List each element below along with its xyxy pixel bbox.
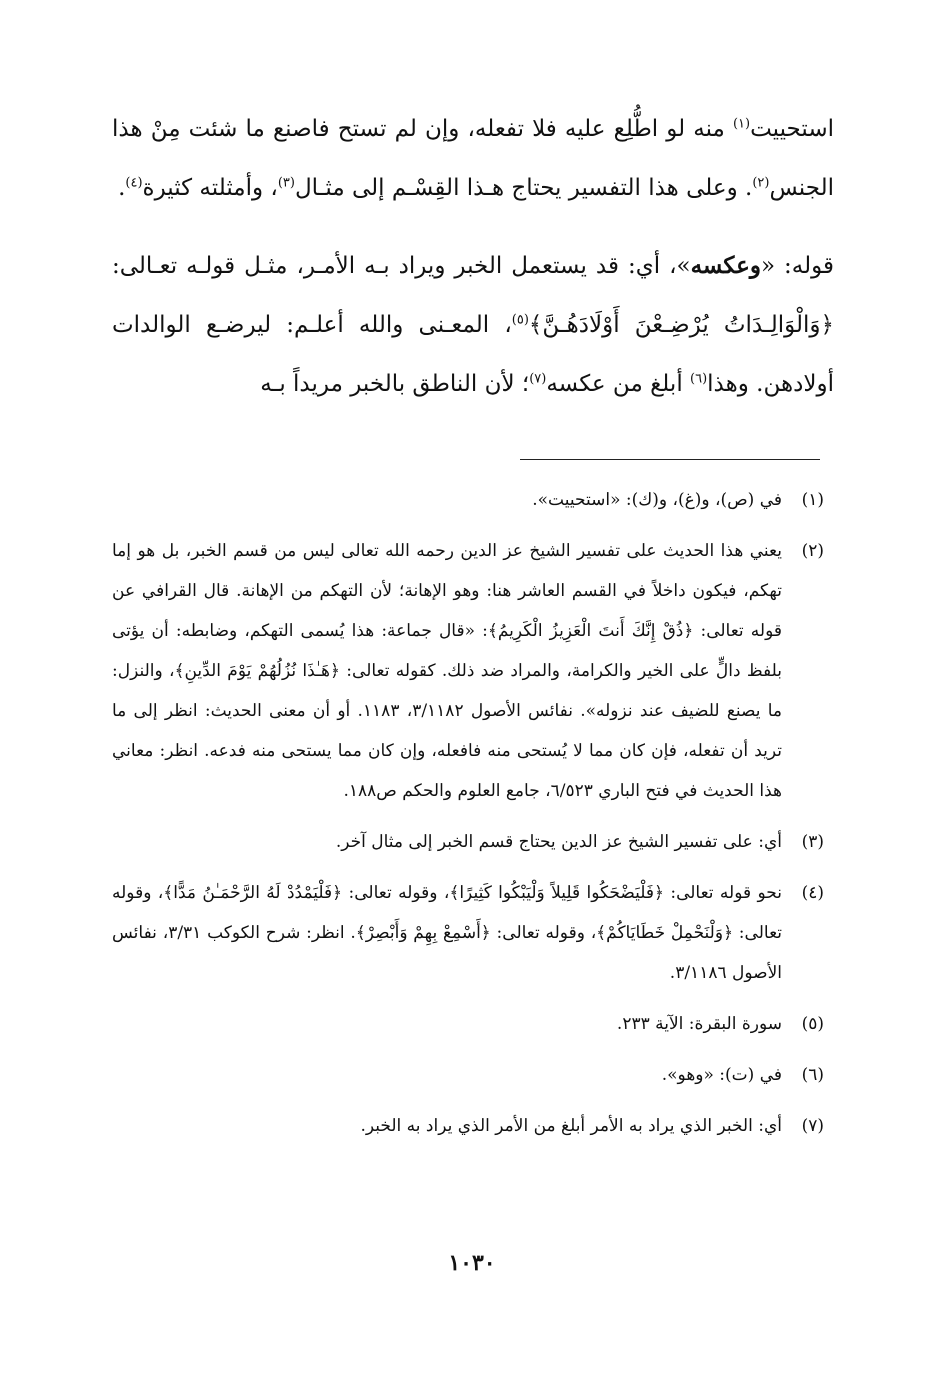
body-text-run: »، أي: قد يستعمل الخبر ويراد بـه الأمـر، مثـل قولـه تعـالى: ﴿وَالْوَالِـدَاتُ يُرْضِـعْنَ أَوْلَادَهُـنَّ﴾ <box>112 253 834 338</box>
footnote-6 <box>112 1055 824 1095</box>
footnote-number: (٣) <box>801 832 824 852</box>
footnote-number: (٢) <box>801 541 824 561</box>
footnote-5 <box>112 1004 824 1044</box>
footnote-separator <box>520 459 820 460</box>
main-text <box>112 100 834 414</box>
footnote-1 <box>112 480 824 520</box>
footnote-2 <box>112 531 824 811</box>
footnote-text: في (ص)، و(غ)، و(ك): «استحييت». <box>532 490 782 510</box>
footnote-ref-7: (٧) <box>529 371 547 387</box>
footnote-text: نحو قوله تعالى: ﴿فَلْيَضْحَكُوا قَلِيلاً وَلْيَبْكُوا كَثِيرًا﴾، وقوله تعالى: ﴿فَلْيَمْدُدْ لَهُ الرَّحْمَـٰنُ مَدًّا﴾، وقوله تعالى: ﴿وَلْنَحْمِلْ خَطَايَاكُمْ﴾، وقوله تعالى: ﴿أَسْمِعْ بِهِمْ وَأَبْصِرْ﴾. انظر: شرح الكوكب ٣/٣١، نفائس الأصول ٣/١١٨٦. <box>112 883 782 983</box>
body-text-run: . وعلى هذا التفسير يحتاج هـذا القِسْـم إلى مثـال <box>294 175 753 201</box>
footnote-text: يعني هذا الحديث على تفسير الشيخ عز الدين رحمه الله تعالى ليس من قسم الخبر، بل هو إما تهكم، فيكون داخلاً في القسم العاشر هنا: وهو الإهانة؛ لأن التهكم من الإهانة. قال القرافي عن قوله تعالى: ﴿ذُقْ إِنَّكَ أَنتَ الْعَزِيزُ الْكَرِيمُ﴾: «قال جماعة: هذا يُسمى التهكم، وضابطه: أن يؤتى بلفظ دالٍّ على الخير والكرامة، والمراد ضد ذلك. كقوله تعالى: ﴿هَـٰذَا نُزُلُهُمْ يَوْمَ الدِّينِ﴾، والنزل: ما يصنع للضيف عند نزوله». نفائس الأصول ٣/١١٨٢، ١١٨٣. أو أن معنى الحديث: انظر إلى ما تريد أن تفعله، فإن كان مما لا يُستحى منه فافعله، وإن كان مما يستحى منه فدعه. انظر: معاني هذا الحديث في فتح الباري ٦/٥٢٣، جامع العلوم والحكم ص١٨٨. <box>112 541 782 801</box>
body-paragraph-1 <box>112 100 834 218</box>
footnote-4 <box>112 873 824 993</box>
footnote-text: أي: على تفسير الشيخ عز الدين يحتاج قسم الخبر إلى مثال آخر. <box>335 832 782 852</box>
footnote-7 <box>112 1106 824 1146</box>
body-text-run: قوله: « <box>760 253 834 279</box>
footnote-text: في (ت): «وهو». <box>661 1065 782 1085</box>
body-text-run: استحييت <box>750 116 834 142</box>
footnote-number: (٧) <box>801 1116 824 1136</box>
body-text-run: أبلغ من عكسه <box>546 371 691 397</box>
footnotes-section <box>112 480 824 1157</box>
footnote-text: سورة البقرة: الآية ٢٣٣. <box>616 1014 782 1034</box>
footnote-ref-1: (١) <box>732 116 751 132</box>
quoted-term: وعكسه <box>690 252 761 279</box>
footnote-3 <box>112 822 824 862</box>
footnote-ref-2: (٢) <box>752 175 770 191</box>
footnote-ref-5: (٥) <box>511 312 529 328</box>
footnote-number: (١) <box>801 490 824 510</box>
body-text-run: . <box>118 175 126 201</box>
footnote-number: (٥) <box>801 1014 824 1034</box>
body-text-run: منه لو اطُّلِع عليه فلا تفعله، وإن لم تستح فاصنع ما شئت مِنْ هذا الجنس <box>112 116 834 201</box>
body-paragraph-2 <box>112 236 834 414</box>
body-text-run: ، المعـنى والله أعلـم: ليرضـع الوالدات أولادهن. وهذا <box>112 312 834 397</box>
page-number: ١٠٣٠ <box>448 1250 496 1276</box>
footnote-number: (٤) <box>801 883 824 903</box>
body-text-run: ؛ لأن الناطق بالخبر مريداً بـه <box>260 371 530 397</box>
footnote-text: أي: الخبر الذي يراد به الأمر أبلغ من الأمر الذي يراد به الخبر. <box>360 1116 782 1136</box>
body-text-run: ، وأمثلته كثيرة <box>142 175 278 201</box>
footnote-ref-3: (٣) <box>277 175 295 191</box>
footnote-number: (٦) <box>801 1065 824 1085</box>
footnote-ref-6: (٦) <box>690 371 708 387</box>
footnote-ref-4: (٤) <box>125 175 143 191</box>
